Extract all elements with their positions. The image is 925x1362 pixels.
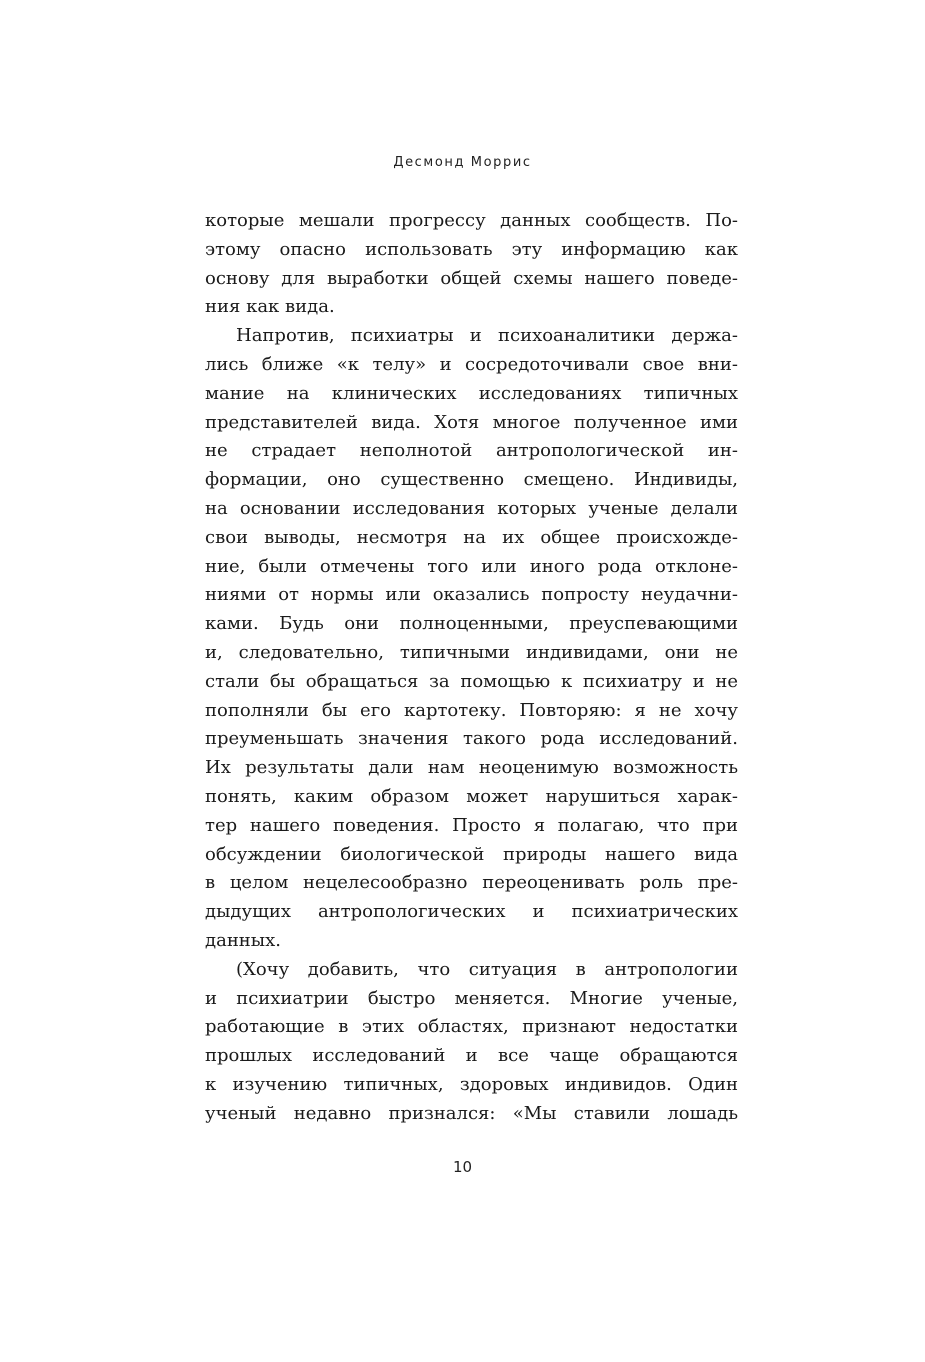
text-line: Их результаты дали нам неоценимую возможность <box>205 757 738 779</box>
running-head-author: Десмонд Моррис <box>393 155 532 170</box>
text-line: которые мешали прогрессу данных сообществ. По- <box>205 210 738 231</box>
text-line: этому опасно использовать эту информацию как <box>205 238 738 260</box>
text-line: прошлых исследований и все чаще обращаются <box>205 1045 738 1067</box>
text-line: представителей вида. Хотя многое полученное ими <box>205 411 738 433</box>
text-line: мание на клинических исследованиях типичных <box>205 382 738 404</box>
text-line: не страдает неполнотой антропологической ин- <box>205 440 738 462</box>
text-line: на основании исследования которых ученые делали <box>205 497 738 519</box>
text-line: основу для выработки общей схемы нашего поведе- <box>205 267 738 289</box>
body-text <box>205 207 738 1129</box>
text-line: Напротив, психиатры и психоаналитики держа- <box>236 325 738 347</box>
text-line: обсуждении биологической природы нашего вида <box>205 843 738 865</box>
text-line: в целом нецелесообразно переоценивать роль пре- <box>205 872 738 894</box>
text-line: ученый недавно признался: «Мы ставили лошадь <box>205 1102 738 1124</box>
text-line: ками. Будь они полноценными, преуспевающими <box>205 613 738 635</box>
text-line: и психиатрии быстро меняется. Многие ученые, <box>205 987 738 1009</box>
text-line: и, следовательно, типичными индивидами, они не <box>205 641 738 663</box>
text-line: понять, каким образом может нарушиться харак- <box>205 785 738 807</box>
text-line: работающие в этих областях, признают недостатки <box>205 1016 738 1038</box>
page-number: 10 <box>452 1158 473 1176</box>
text-line: дыдущих антропологических и психиатрических <box>205 901 738 923</box>
text-line: пополняли бы его картотеку. Повторяю: я не хочу <box>205 699 738 721</box>
text-line: ния как вида. <box>205 296 335 318</box>
text-line: стали бы обращаться за помощью к психиатру и не <box>205 670 738 692</box>
text-line: формации, оно существенно смещено. Индивиды, <box>205 469 738 491</box>
text-line: данных. <box>205 929 282 951</box>
text-line: свои выводы, несмотря на их общее происхожде- <box>205 526 738 548</box>
text-line: ниями от нормы или оказались попросту неудачни- <box>205 584 738 606</box>
text-line: тер нашего поведения. Просто я полагаю, что при <box>205 814 738 836</box>
text-line: ние, были отмечены того или иного рода отклоне- <box>205 555 738 577</box>
text-line: преуменьшать значения такого рода исследований. <box>205 728 738 750</box>
text-line: (Хочу добавить, что ситуация в антропологии <box>236 958 738 980</box>
text-line: лись ближе «к телу» и сосредоточивали свое вни- <box>205 353 738 375</box>
text-line: к изучению типичных, здоровых индивидов. Один <box>205 1073 738 1095</box>
